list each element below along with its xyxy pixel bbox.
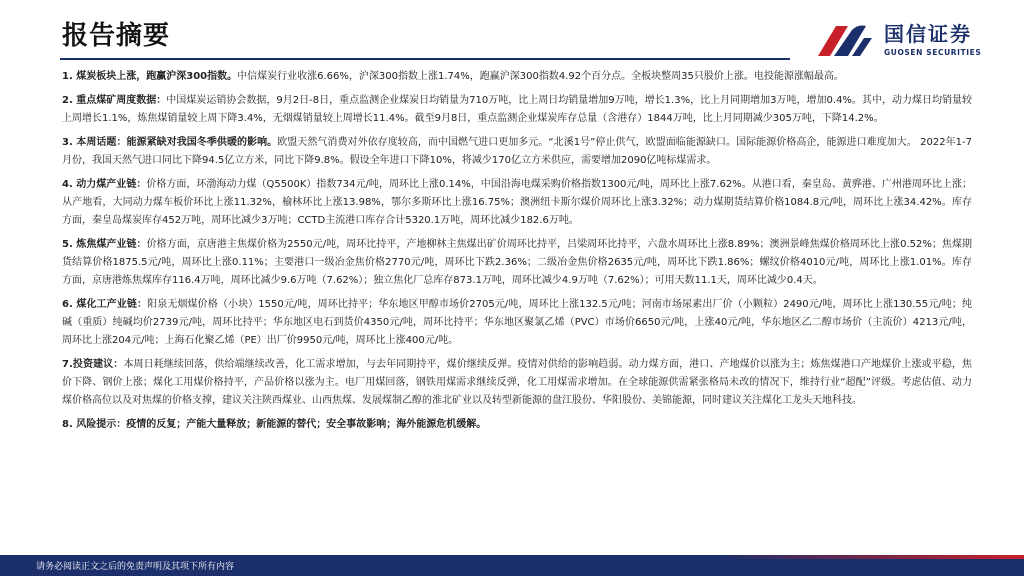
paragraph-text: 欧盟天然气消费对外依存度较高，而中国燃气进口更加多元。“北溪1号”停止供气，欧盟面临能源缺口。国际能源价格高企，能源进口难度加大。 2022年1-7月份，我国天然气进口同比下降94.5亿立方米，同比下降9.8%。假设全年进口下降10%，将减少170亿立方米供应，需要增加2090亿吨标煤需求。 <box>62 137 972 166</box>
summary-paragraph-5 <box>62 236 972 290</box>
company-logo <box>814 20 984 60</box>
summary-paragraph-4 <box>62 176 972 230</box>
paragraph-text: 中信煤炭行业收涨6.66%，沪深300指数上涨1.74%，跑赢沪深300指数4.92个百分点。全板块整周35只股价上涨。电投能源涨幅最高。 <box>237 71 844 82</box>
summary-paragraph-7 <box>62 356 972 410</box>
summary-paragraph-1 <box>62 68 972 86</box>
paragraph-text: 价格方面，京唐港主焦煤价格为2550元/吨，周环比持平，产地柳林主焦煤出矿价周环比持平，吕梁周环比持平，六盘水周环比上涨8.89%；澳洲景峰焦煤价格周环比上涨0.52%；焦煤期货结算价格1875.5元/吨，周环比上涨0.11%；主要港口一级冶金焦价格2770元/吨，周环比下跌2.36%；二级冶金焦价格2635元/吨，周环比下跌1.86%；螺纹价格4010元/吨，周环比上涨1.01%。库存方面，京唐港炼焦煤库存116.4万吨，周环比减少9.6万吨（7.62%）；独立焦化厂总库存873.1万吨，周环比减少4.9万吨（7.62%）；可用天数11.1天，周环比减少0.4天。 <box>62 239 972 286</box>
paragraph-lead: 6. 煤化工产业链： <box>62 299 148 310</box>
logo-english-name: GUOSEN SECURITIES <box>884 48 982 57</box>
paragraph-lead: 8. 风险提示：疫情的反复；产能大量释放；新能源的替代；安全事故影响；海外能源危机缓解。 <box>62 419 487 430</box>
guosen-logo-icon <box>814 20 874 60</box>
logo-chinese-name: 国信证券 <box>884 22 972 46</box>
summary-paragraph-3 <box>62 134 972 170</box>
page-title: 报告摘要 <box>62 21 171 51</box>
page-header <box>0 0 1024 62</box>
paragraph-lead: 2. 重点煤矿周度数据： <box>62 95 167 106</box>
paragraph-text: 中国煤炭运销协会数据，9月2日-8日，重点监测企业煤炭日均销量为710万吨，比上周日均销量增加9万吨，增长1.3%，比上月同期增加3万吨，增加0.4%。其中，动力煤日均销量较上周增长1.1%，炼焦煤销量较上周下降3.4%，无烟煤销量较上周增长11.4%。截至9月8日，重点监测企业煤炭库存总量（含港存）1844万吨，比上月同期减少305万吨，下降14.2%。 <box>62 95 972 124</box>
paragraph-text: 本周日耗继续回落，供给端继续改善，化工需求增加，与去年同期持平，煤价继续反弹。疫情对供给的影响趋弱。动力煤方面，港口、产地煤价以涨为主；炼焦煤港口产地煤价上涨或平稳，焦价下降、钢价上涨；煤化工用煤价格持平，产品价格以涨为主。电厂用煤回落，钢铁用煤需求继续反弹，化工用煤需求增加。在全球能源供需紧张格局未改的情况下，维持行业“超配”评级。考虑估值、动力煤价格高位以及对焦煤的价格支撑，建议关注陕西煤业、山西焦煤、发展煤制乙醇的淮北矿业以及转型新能源的盘江股份、华阳股份、美锦能源，同时建议关注煤化工龙头天地科技。 <box>62 359 973 406</box>
summary-paragraph-2 <box>62 92 972 128</box>
paragraph-lead: 5. 炼焦煤产业链： <box>62 239 147 250</box>
paragraph-lead: 1. 煤炭板块上涨，跑赢沪深300指数。 <box>62 71 238 82</box>
summary-paragraph-8 <box>62 416 972 434</box>
paragraph-lead: 3. 本周话题：能源紧缺对我国冬季供暖的影响。 <box>62 137 278 148</box>
paragraph-lead: 7.投资建议： <box>62 359 124 370</box>
title-divider <box>60 58 790 60</box>
paragraph-text: 阳泉无烟煤价格（小块）1550元/吨，周环比持平；华东地区甲醇市场价2705元/吨，周环比上涨132.5元/吨；河南市场尿素出厂价（小颗粒）2490元/吨，周环比上涨130.55元/吨；纯碱（重质）纯碱均价2739元/吨，周环比持平；华东地区电石到货价4350元/吨，周环比持平；华东地区聚氯乙烯（PVC）市场价6650元/吨，上涨40元/吨，华东地区乙二醇市场价（主流价）4213元/吨，周环比上涨204元/吨；上海石化聚乙烯（PE）出厂价9950元/吨，周环比上涨400元/吨。 <box>62 299 972 346</box>
paragraph-lead: 4. 动力煤产业链： <box>62 179 147 190</box>
summary-paragraph-6 <box>62 296 972 350</box>
summary-content <box>62 68 972 440</box>
paragraph-text: 价格方面，环渤海动力煤（Q5500K）指数734元/吨，周环比上涨0.14%，中国沿海电煤采购价格指数1300元/吨，周环比上涨7.62%。从港口看，秦皇岛、黄骅港、广州港周环比上涨；从产地看，大同动力煤车板价环比上涨11.32%，榆林环比上涨13.98%，鄂尔多斯环比上涨16.75%；澳洲纽卡斯尔煤价周环比上涨3.32%；动力煤期货结算价格1084.8元/吨，周环比上涨34.42%。库存方面，秦皇岛煤炭库存452万吨，周环比减少3万吨；CCTD主流港口库存合计5320.1万吨，周环比减少182.6万吨。 <box>62 179 972 226</box>
footer-disclaimer: 请务必阅读正文之后的免责声明及其项下所有内容 <box>36 562 235 572</box>
